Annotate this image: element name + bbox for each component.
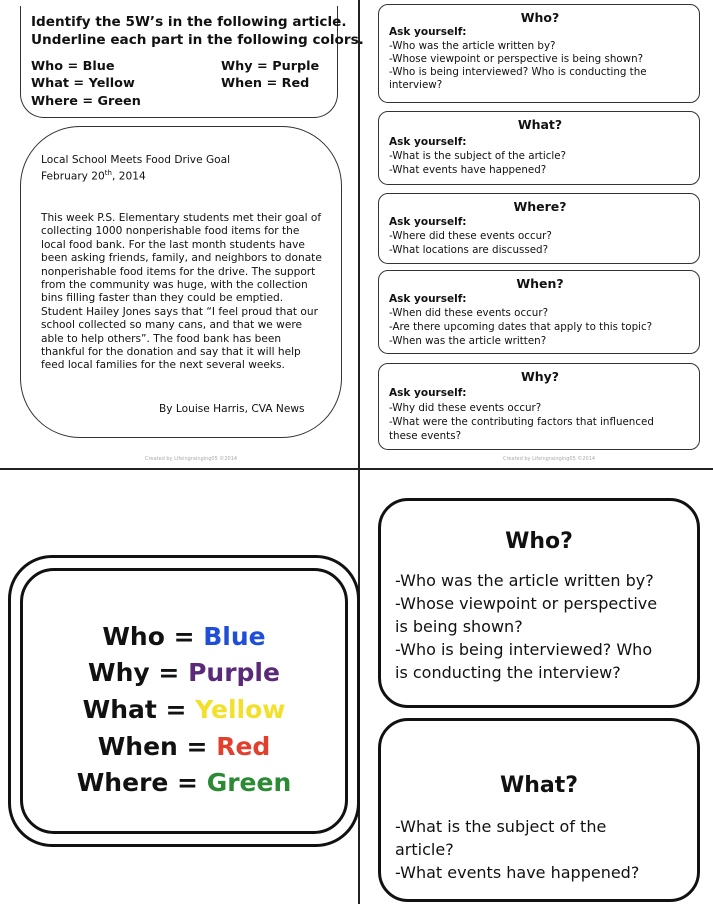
instructions-box xyxy=(20,6,364,118)
color-key-why xyxy=(8,658,360,688)
big-card-line: -What is the subject of the xyxy=(395,817,607,836)
card-heading: What? xyxy=(517,117,563,132)
color-key-label: Why = xyxy=(88,658,189,687)
big-card-who xyxy=(378,498,700,708)
ask-yourself-label: Ask yourself: xyxy=(389,293,467,305)
question-line: -Where did these events occur? xyxy=(389,230,552,242)
key-what: What = Yellow xyxy=(31,76,135,91)
article-body-line: local food bank. For the last month students have xyxy=(41,238,305,251)
ask-yourself-label: Ask yourself: xyxy=(389,387,467,399)
article-body-line: from the community was huge, with the collection xyxy=(41,279,308,291)
article-date-main: February 20 xyxy=(41,170,105,183)
big-card-heading: Who? xyxy=(505,529,573,554)
card-who xyxy=(378,4,700,103)
question-line: -What events have happened? xyxy=(389,164,547,176)
color-key-where xyxy=(8,768,360,798)
key-who: Who = Blue xyxy=(31,59,115,74)
article-body-line: collecting 1000 nonperishable food items for the xyxy=(41,225,300,238)
horizontal-divider xyxy=(0,468,713,470)
color-key-label: Who = xyxy=(102,622,204,651)
big-card-heading: What? xyxy=(499,773,579,798)
question-line: -What were the contributing factors that influenced xyxy=(389,416,654,428)
card-where xyxy=(378,193,700,264)
question-line: -Whose viewpoint or perspective is being shown? xyxy=(389,53,644,65)
article-date-year: , 2014 xyxy=(111,170,146,183)
article-body-line: thankful for the donation and say that it will help xyxy=(41,346,301,358)
article-body-line: nonperishable food items for the drive. The support xyxy=(41,265,316,278)
card-when xyxy=(378,270,700,354)
ask-yourself-label: Ask yourself: xyxy=(389,216,467,228)
article-body-line: feed local families for the next several weeks. xyxy=(41,359,285,372)
big-card-line: article? xyxy=(395,840,454,859)
ask-yourself-label: Ask yourself: xyxy=(389,136,467,148)
question-line: -Are there upcoming dates that apply to this topic? xyxy=(389,321,653,333)
color-key-word: Yellow xyxy=(195,695,286,724)
color-key-word: Red xyxy=(216,732,271,761)
credit-left: Created by Lifeingrainging05 ©2014 xyxy=(145,456,238,462)
article-body-line: able to help others”. The food bank has been xyxy=(41,332,282,345)
card-what xyxy=(378,111,700,185)
big-card-line: -What events have happened? xyxy=(395,863,640,882)
question-line: interview? xyxy=(389,79,443,91)
question-line: these events? xyxy=(389,430,462,442)
article-byline: By Louise Harris, CVA News xyxy=(159,403,305,415)
article-headline: Local School Meets Food Drive Goal xyxy=(41,154,231,166)
big-card-line: -Who was the article written by? xyxy=(395,571,654,590)
big-card-line: -Whose viewpoint or perspective xyxy=(395,594,658,613)
ask-yourself-label: Ask yourself: xyxy=(389,26,467,38)
article-body-line: been asking friends, family, and neighbors to donate xyxy=(41,252,322,265)
card-heading: When? xyxy=(516,276,564,291)
article-body-line: This week P.S. Elementary students met their goal of xyxy=(41,212,322,224)
article-date-suffix: th xyxy=(104,169,112,177)
instructions-line-1: Identify the 5W’s in the following article. xyxy=(31,14,347,30)
article-date xyxy=(41,167,146,184)
article-box xyxy=(20,126,342,438)
key-when: When = Red xyxy=(221,76,310,91)
card-why xyxy=(378,363,700,450)
question-line: -Who was the article written by? xyxy=(389,40,556,52)
color-key-who xyxy=(8,622,360,652)
credit-right: Created by Lifeingrainging05 ©2014 xyxy=(503,456,596,462)
color-key-word: Green xyxy=(206,768,292,797)
article-body-line: Student Hailey Jones says that “I feel proud that our xyxy=(41,305,318,318)
key-where: Where = Green xyxy=(31,94,141,109)
instructions-line-2: Underline each part in the following colors. xyxy=(31,32,364,48)
card-heading: Who? xyxy=(520,10,560,25)
color-key-when xyxy=(8,732,360,762)
color-key-word: Purple xyxy=(188,658,280,687)
big-card-what xyxy=(378,718,700,902)
key-why: Why = Purple xyxy=(221,59,320,74)
question-line: -When was the article written? xyxy=(389,335,547,347)
big-card-line: is conducting the interview? xyxy=(395,663,621,682)
article-body-line: school collected so many cans, and that we were xyxy=(41,319,302,332)
question-line: -When did these events occur? xyxy=(389,307,549,319)
big-card-line: -Who is being interviewed? Who xyxy=(395,640,653,659)
article-body-line: bins filling faster than they could be emptied. xyxy=(41,292,284,305)
question-line: -What locations are discussed? xyxy=(389,244,549,256)
question-line: -Who is being interviewed? Who is conducting the xyxy=(389,66,647,78)
color-key-label: When = xyxy=(97,732,217,761)
color-key-what xyxy=(8,695,360,725)
color-key-label: What = xyxy=(82,695,196,724)
card-heading: Why? xyxy=(520,369,560,384)
card-heading: Where? xyxy=(513,199,567,214)
question-line: -What is the subject of the article? xyxy=(389,150,567,162)
color-key-label: Where = xyxy=(76,768,207,797)
color-key-word: Blue xyxy=(203,622,266,651)
big-card-line: is being shown? xyxy=(395,617,523,636)
question-line: -Why did these events occur? xyxy=(389,402,542,414)
